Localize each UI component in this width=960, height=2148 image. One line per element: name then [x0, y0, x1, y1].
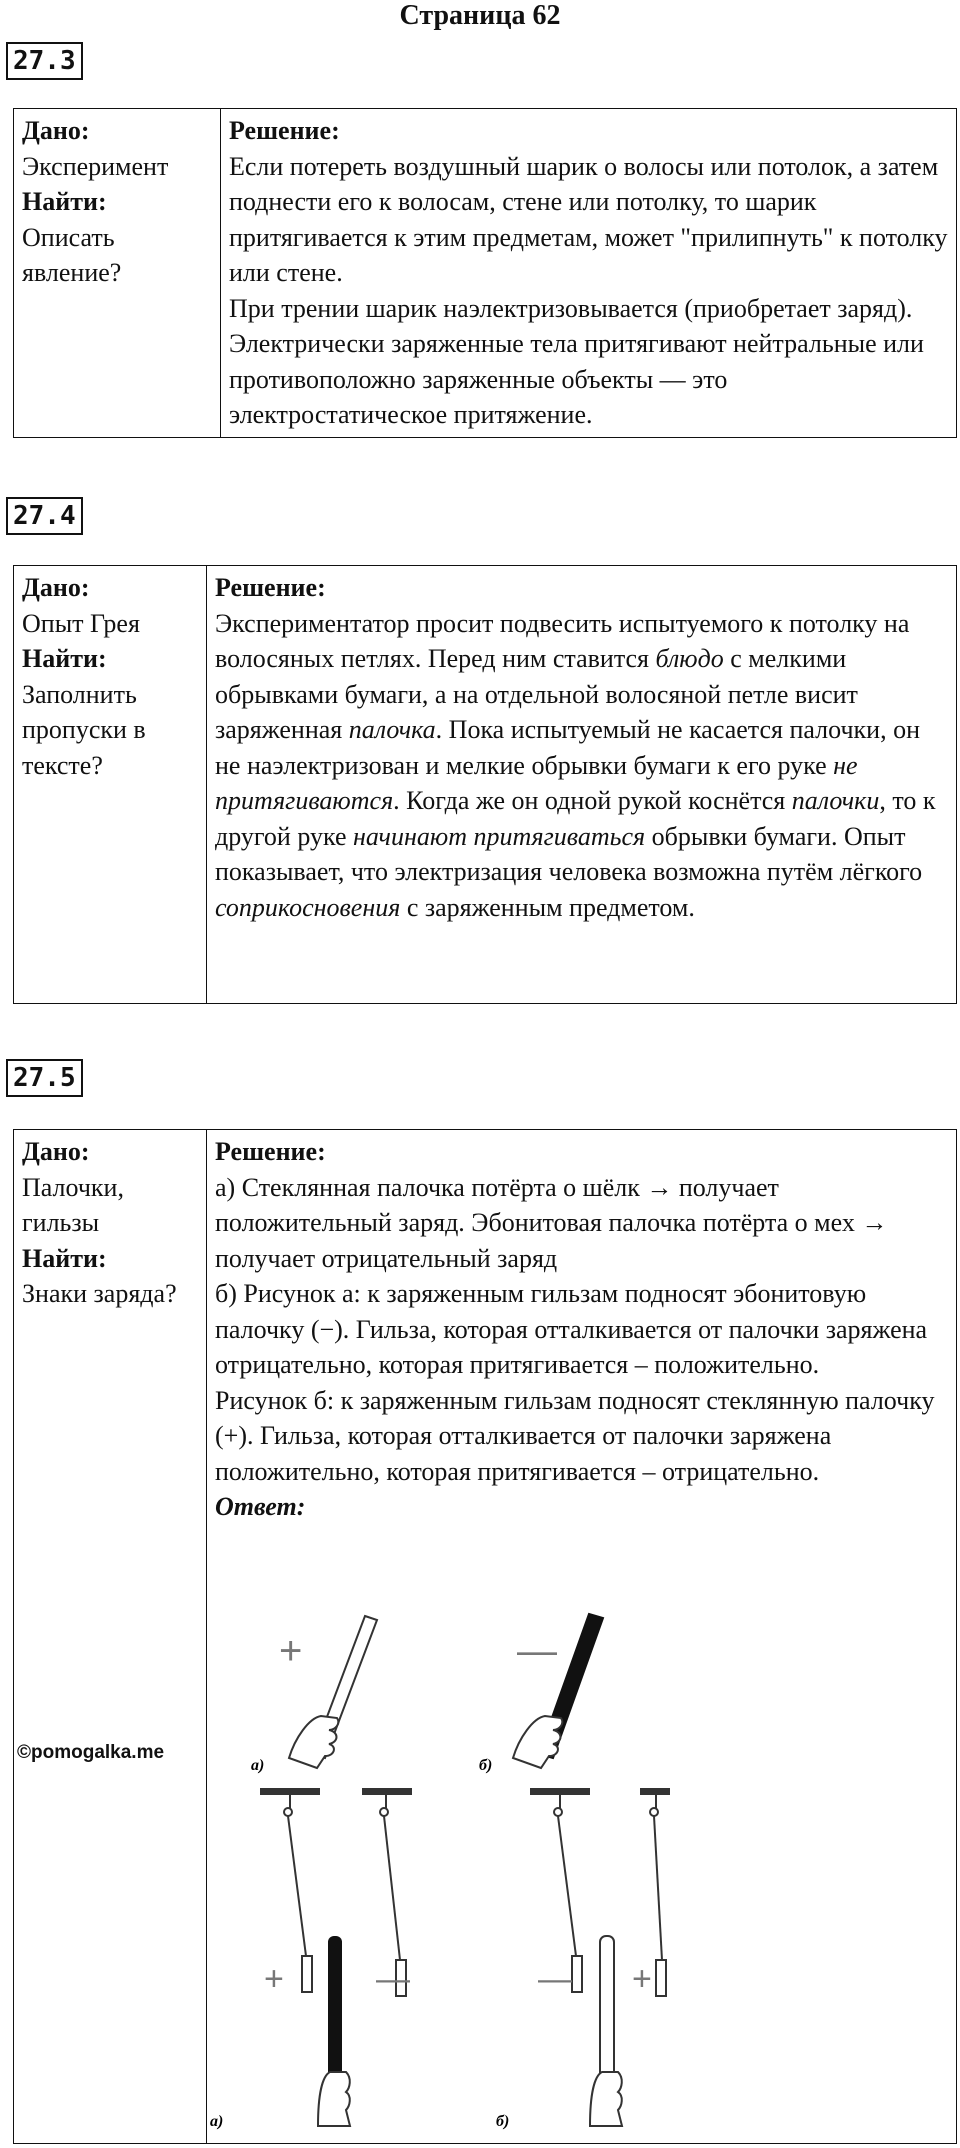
given-cell — [14, 1130, 207, 2144]
text-segment: Экспериментатор просит подвесить испытуемого к потолку на волосяных петлях. Перед ним ставится — [215, 608, 910, 673]
task-table-27-4 — [13, 565, 957, 1004]
minus-sign: — — [517, 1629, 557, 1673]
solution-paragraph: а) Стеклянная палочка потёрта о шёлк → получает положительный заряд. Эбонитовая палочка потёрта о мех → получает отрицательный заряд — [215, 1172, 888, 1273]
given-value: Опыт Грея — [22, 608, 140, 638]
text-segment: . Пока испытуемый не касается палочки, он не наэлектризован и мелкие обрывки бумаги к его руке — [215, 715, 920, 780]
holder-bar — [530, 1788, 590, 1795]
rod-panel-a — [251, 1616, 377, 1774]
text-segment: , то к другой руке — [215, 786, 936, 851]
solution-paragraph: Рисунок б: к заряженным гильзам подносят стеклянную палочку (+). Гильза, которая отталкивается от палочки заряжена положительно, которая притягивается – отрицательно. — [215, 1385, 935, 1486]
solution-text — [215, 606, 948, 926]
find-value: Описать явление? — [22, 222, 122, 287]
figure-caption: б) — [479, 1757, 493, 1774]
solution-label: Решение: — [215, 573, 326, 602]
filled-blank: начинают притягиваться — [353, 821, 646, 851]
figure-rods — [217, 1598, 653, 1778]
figure-caption: б) — [496, 2113, 510, 2130]
task-number: 27.4 — [6, 497, 83, 535]
text-segment: обрывки бумаги. Опыт показывает, что электризация человека возможна путём лёгкого — [215, 821, 923, 886]
figure-sleeves — [200, 1776, 670, 2138]
given-cell — [14, 566, 207, 1004]
solution-paragraph: Если потереть воздушный шарик о волосы или потолок, а затем поднести его к волосам, стене или потолку, то шарик притягивается к этим предметам, может "прилипнуть" к потолку или стене. — [229, 151, 948, 287]
page-title: Страница 62 — [399, 0, 561, 31]
text-segment: с мелкими обрывками бумаги, а на отдельной волосяной петле висит заряженная — [215, 644, 858, 744]
holder-bar — [362, 1788, 412, 1795]
rod-panel-b — [479, 1614, 603, 1774]
text-segment: . Когда же он одной рукой коснётся — [393, 786, 792, 815]
sign-label: + — [264, 1960, 284, 1998]
find-label: Найти: — [22, 644, 107, 673]
given-label: Дано: — [22, 1137, 90, 1166]
find-label: Найти: — [22, 187, 107, 216]
plus-sign: + — [279, 1629, 303, 1673]
hand — [318, 2072, 350, 2126]
solution-paragraph: б) Рисунок а: к заряженным гильзам подносят эбонитовую палочку (−). Гильза, которая отталкивается от палочки заряжена отрицательно, которая притягивается – положительно. — [215, 1279, 928, 1379]
sign-label: + — [632, 1960, 652, 1998]
solution-label: Решение: — [229, 116, 340, 145]
sleeve-panel-a — [210, 1788, 412, 2130]
watermark: ©pomogalka.me — [17, 1742, 165, 1763]
sleeve-panel-b — [496, 1788, 670, 2130]
find-value: Заполнить пропуски в тексте? — [22, 679, 146, 780]
filled-blank: палочка — [348, 715, 436, 744]
solution-paragraph: При трении шарик наэлектризовывается (приобретает заряд). Электрически заряженные тела притягивают нейтральные или противоположно заряженные объекты — это электростатическое притяжение. — [229, 293, 924, 429]
sleeve — [572, 1956, 582, 1992]
filled-blank: не притягиваются — [215, 750, 858, 815]
filled-blank: блюдо — [655, 644, 724, 673]
solution-cell — [207, 566, 957, 1004]
hand — [289, 1716, 338, 1768]
holder-bar — [640, 1788, 670, 1795]
solution-label: Решение: — [215, 1137, 326, 1166]
hand — [513, 1716, 562, 1768]
given-cell — [14, 109, 221, 438]
task-number: 27.5 — [6, 1059, 83, 1097]
figure-caption: а) — [251, 1757, 265, 1774]
sign-label: — — [376, 1960, 410, 1998]
given-label: Дано: — [22, 116, 90, 145]
figure-caption: а) — [210, 2113, 224, 2130]
text-segment: с заряженным предметом. — [400, 892, 695, 922]
answer-label: Ответ: — [215, 1492, 306, 1521]
find-label: Найти: — [22, 1243, 107, 1273]
sleeve — [656, 1960, 666, 1996]
filled-blank: соприкосновения — [215, 892, 401, 922]
task-number: 27.3 — [6, 42, 83, 80]
holder-bar — [260, 1788, 320, 1795]
given-label: Дано: — [22, 573, 90, 602]
given-value: Палочки, гильзы — [22, 1172, 124, 1237]
ebonite-rod — [328, 1936, 342, 2086]
hand — [590, 2072, 622, 2126]
find-value: Знаки заряда? — [22, 1279, 177, 1308]
solution-cell — [221, 109, 957, 438]
filled-blank: палочки — [791, 786, 880, 815]
task-table-27-3 — [13, 108, 957, 438]
sign-label: — — [538, 1960, 572, 1998]
sleeve — [302, 1956, 312, 1992]
glass-rod — [600, 1936, 614, 2086]
given-value: Эксперимент — [22, 151, 169, 181]
